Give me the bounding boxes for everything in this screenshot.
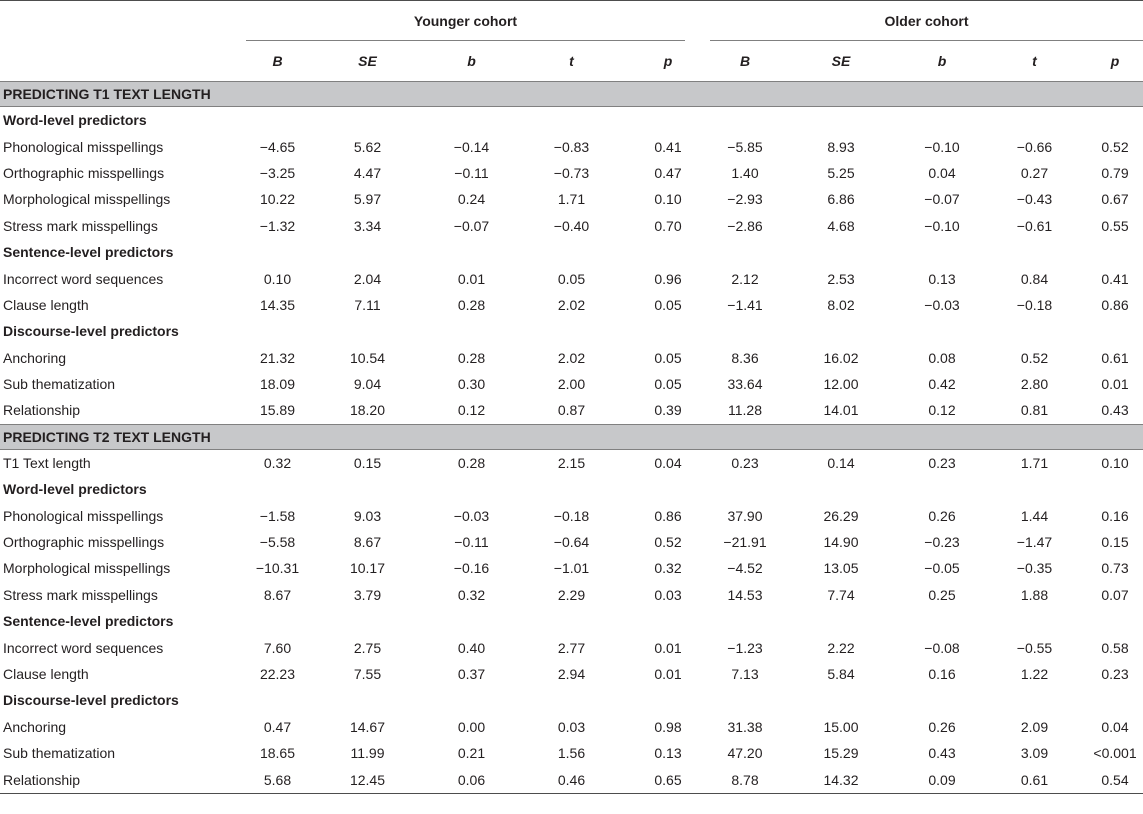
table-cell: −3.25 — [259, 164, 296, 181]
row-label: Incorrect word sequences — [3, 270, 164, 287]
table-cell: −1.01 — [553, 560, 590, 577]
table-cell: 0.43 — [1101, 402, 1129, 419]
table-cell: 2.53 — [827, 270, 855, 287]
table-cell: −1.41 — [727, 296, 763, 313]
table-cell: 0.04 — [654, 454, 682, 471]
table-cell: 0.12 — [457, 402, 486, 419]
group-header-row — [0, 476, 1143, 502]
table-cell: 3.79 — [353, 586, 382, 603]
cohort-header-row — [0, 1, 1143, 41]
table-cell: 0.37 — [457, 666, 486, 682]
table-cell: 0.25 — [928, 586, 956, 603]
column-header: B — [710, 41, 780, 82]
table-cell: 1.56 — [557, 745, 586, 762]
table-cell: −0.23 — [924, 534, 960, 551]
table-cell: 0.52 — [654, 534, 682, 551]
column-header: b — [902, 41, 982, 82]
table-cell: 18.65 — [259, 745, 296, 762]
column-header: B — [246, 41, 309, 82]
table-cell: 0.81 — [1020, 402, 1049, 419]
table-cell: −0.73 — [553, 164, 590, 181]
table-row — [0, 661, 1143, 687]
table-cell: 0.52 — [1020, 349, 1049, 366]
table-row — [0, 449, 1143, 476]
table-cell: 14.35 — [259, 296, 296, 313]
column-header: t — [982, 41, 1087, 82]
table-cell: 0.58 — [1101, 639, 1129, 656]
table-cell: 0.10 — [654, 191, 682, 208]
table-cell: 0.52 — [1101, 138, 1129, 155]
table-cell: 0.86 — [654, 507, 682, 524]
table-cell: −10.31 — [255, 560, 300, 577]
table-cell: 6.86 — [827, 191, 855, 208]
group-label: Word-level predictors — [3, 481, 147, 498]
table-cell: −0.11 — [454, 164, 489, 181]
section-title: PREDICTING T1 TEXT LENGTH — [0, 82, 1143, 107]
row-label: Phonological misspellings — [3, 138, 164, 155]
table-cell: 8.67 — [353, 534, 382, 551]
table-cell: 5.62 — [353, 138, 382, 155]
table-cell: 0.67 — [1101, 191, 1129, 208]
table-cell: <0.001 — [1093, 745, 1137, 762]
table-cell: 7.74 — [827, 586, 855, 603]
table-cell: 2.09 — [1020, 718, 1049, 735]
table-cell: 0.08 — [928, 349, 956, 366]
group-label: Word-level predictors — [3, 112, 147, 129]
table-cell: 0.27 — [1020, 164, 1049, 181]
table-cell: 1.40 — [731, 164, 759, 181]
table-cell: 7.60 — [263, 639, 292, 656]
table-cell: 0.15 — [353, 454, 382, 471]
section-header — [0, 424, 1143, 449]
table-cell: 0.32 — [457, 586, 486, 603]
row-label: Orthographic misspellings — [3, 534, 165, 551]
table-cell: 0.84 — [1020, 270, 1049, 287]
group-header-row — [0, 318, 1143, 344]
table-cell: 21.32 — [259, 349, 296, 366]
group-header-row — [0, 687, 1143, 713]
table-cell: 0.73 — [1101, 560, 1129, 577]
table-cell: 5.25 — [827, 164, 855, 181]
table-cell: −1.23 — [727, 639, 763, 656]
table-cell: 0.00 — [457, 718, 486, 735]
table-cell: −21.91 — [723, 534, 767, 551]
table-cell: 0.41 — [1101, 270, 1129, 287]
table-row — [0, 714, 1143, 740]
table-cell: 0.05 — [654, 349, 682, 366]
table-cell: 0.05 — [654, 376, 682, 393]
table-cell: 1.88 — [1020, 586, 1049, 603]
table-cell: 16.02 — [823, 349, 859, 366]
table-cell: 2.02 — [557, 349, 586, 366]
table-cell: −0.18 — [553, 507, 590, 524]
column-header-row — [0, 41, 1143, 82]
table-cell: 9.04 — [353, 376, 382, 393]
table-cell: −0.11 — [454, 534, 489, 551]
table-cell: 1.44 — [1020, 507, 1049, 524]
table-cell: 0.42 — [928, 376, 956, 393]
row-label: Orthographic misspellings — [3, 164, 165, 181]
table-cell: 0.61 — [1020, 771, 1049, 788]
table-row — [0, 213, 1143, 239]
table-cell: 0.55 — [1101, 217, 1129, 234]
table-cell: 0.09 — [928, 771, 956, 788]
table-cell: 0.01 — [654, 639, 682, 656]
table-cell: 0.01 — [1101, 376, 1129, 393]
older-cohort-header: Older cohort — [710, 1, 1143, 41]
table-cell: −0.10 — [924, 138, 960, 155]
table-cell: −0.55 — [1016, 639, 1053, 656]
table-cell: 2.80 — [1020, 376, 1049, 393]
table-cell: 1.71 — [557, 191, 586, 208]
table-cell: 18.09 — [259, 376, 296, 393]
table-cell: 7.13 — [731, 666, 759, 682]
table-cell: 0.61 — [1101, 349, 1129, 366]
row-label: Phonological misspellings — [3, 507, 164, 524]
table-cell: 1.22 — [1020, 666, 1049, 682]
table-cell: −2.86 — [727, 217, 763, 234]
table-cell: 2.22 — [827, 639, 855, 656]
table-cell: 15.00 — [823, 718, 859, 735]
table-cell: 2.00 — [557, 376, 586, 393]
group-header-row — [0, 107, 1143, 134]
table-cell: 0.06 — [457, 771, 486, 788]
table-cell: 0.28 — [457, 454, 486, 471]
table-cell: 8.67 — [263, 586, 292, 603]
table-cell: 15.29 — [823, 745, 859, 762]
table-cell: −0.03 — [924, 296, 960, 313]
column-header: b — [426, 41, 517, 82]
table-cell: 0.13 — [654, 745, 682, 762]
table-cell: 4.47 — [353, 164, 382, 181]
table-cell: 0.30 — [457, 376, 486, 393]
group-header-row — [0, 608, 1143, 634]
table-cell: 31.38 — [727, 718, 763, 735]
table-cell: 0.05 — [654, 296, 682, 313]
table-cell: 12.00 — [823, 376, 859, 393]
table-cell: −0.18 — [1016, 296, 1053, 313]
table-cell: 0.04 — [928, 164, 956, 181]
table-header — [0, 1, 1143, 82]
table-cell: 0.03 — [557, 718, 586, 735]
table-cell: 8.78 — [731, 771, 759, 788]
column-header: p — [1087, 41, 1143, 82]
table-cell: 0.96 — [654, 270, 682, 287]
table-cell: 0.70 — [654, 217, 682, 234]
section-title: PREDICTING T2 TEXT LENGTH — [0, 424, 1143, 449]
table-cell: 18.20 — [349, 402, 386, 419]
table-cell: −0.03 — [453, 507, 490, 524]
table-cell: 14.67 — [349, 718, 386, 735]
table-cell: −0.43 — [1016, 191, 1053, 208]
table-cell: −0.40 — [553, 217, 590, 234]
table-cell: 0.15 — [1101, 534, 1129, 551]
table-row — [0, 529, 1143, 555]
younger-cohort-header: Younger cohort — [246, 1, 710, 41]
table-cell: 22.23 — [259, 666, 296, 682]
table-cell: −1.32 — [259, 217, 296, 234]
column-header: t — [517, 41, 626, 82]
table-cell: −0.66 — [1016, 138, 1053, 155]
table-cell: 14.32 — [823, 771, 859, 788]
table-cell: 2.15 — [557, 454, 586, 471]
table-cell: 0.40 — [457, 639, 486, 656]
row-label: Clause length — [3, 296, 89, 313]
row-label: Sub thematization — [3, 376, 116, 393]
table-cell: 0.16 — [928, 666, 956, 682]
table-cell: 0.32 — [654, 560, 682, 577]
table-cell: 26.29 — [823, 507, 859, 524]
table-cell: 14.01 — [823, 402, 859, 419]
table-cell: 33.64 — [727, 376, 763, 393]
table-cell: 2.12 — [731, 270, 759, 287]
table-cell: −1.47 — [1016, 534, 1053, 551]
table-cell: 4.68 — [827, 217, 855, 234]
table-cell: 5.84 — [827, 666, 855, 682]
row-label: Morphological misspellings — [3, 560, 171, 577]
table-row — [0, 186, 1143, 212]
table-cell: 5.97 — [353, 191, 382, 208]
table-cell: 0.05 — [557, 270, 586, 287]
table-cell: 2.02 — [557, 296, 586, 313]
table-row — [0, 292, 1143, 318]
table-cell: 11.28 — [728, 402, 762, 419]
column-header: p — [626, 41, 710, 82]
table-cell: 7.55 — [353, 666, 382, 682]
table-row — [0, 582, 1143, 608]
table-cell: −0.10 — [924, 217, 960, 234]
table-cell: −0.35 — [1016, 560, 1053, 577]
row-label: Anchoring — [3, 718, 67, 735]
table-row — [0, 502, 1143, 528]
table-cell: 0.28 — [457, 349, 486, 366]
table-cell: 0.79 — [1101, 164, 1129, 181]
table-cell: 37.90 — [727, 507, 763, 524]
table-cell: −1.58 — [259, 507, 296, 524]
row-label: T1 Text length — [3, 454, 91, 471]
group-label: Sentence-level predictors — [3, 244, 174, 261]
table-cell: 8.36 — [731, 349, 759, 366]
row-label: Relationship — [3, 771, 81, 788]
table-cell: 0.21 — [457, 745, 486, 762]
table-cell: −0.83 — [553, 138, 590, 155]
table-cell: 2.77 — [557, 639, 586, 656]
table-cell: 8.02 — [827, 296, 855, 313]
table-cell: −0.16 — [453, 560, 490, 577]
table-cell: 0.41 — [654, 138, 682, 155]
table-cell: 0.03 — [654, 586, 682, 603]
table-cell: −0.64 — [553, 534, 590, 551]
table-cell: −0.05 — [924, 560, 960, 577]
table-row — [0, 555, 1143, 581]
table-cell: 0.47 — [654, 164, 682, 181]
table-cell: 0.98 — [654, 718, 682, 735]
column-header: SE — [309, 41, 426, 82]
row-label: Stress mark misspellings — [3, 217, 158, 234]
table-cell: 0.47 — [263, 718, 292, 735]
table-cell: 0.01 — [654, 666, 682, 682]
table-cell: 0.86 — [1101, 296, 1129, 313]
table-cell: −0.61 — [1016, 217, 1053, 234]
table-cell: −0.08 — [924, 639, 960, 656]
table-cell: 0.54 — [1101, 771, 1129, 788]
table-cell: 0.07 — [1101, 586, 1129, 603]
table-cell: 3.09 — [1020, 745, 1049, 762]
table-row — [0, 397, 1143, 424]
table-cell: 1.71 — [1020, 454, 1049, 471]
row-label: Morphological misspellings — [3, 191, 171, 208]
table-cell: 12.45 — [349, 771, 386, 788]
row-label: Incorrect word sequences — [3, 639, 164, 656]
table-cell: 0.26 — [928, 507, 956, 524]
table-cell: −0.07 — [924, 191, 960, 208]
table-cell: 0.43 — [928, 745, 956, 762]
table-cell: 14.90 — [823, 534, 859, 551]
table-row — [0, 345, 1143, 371]
table-cell: 10.17 — [349, 560, 386, 577]
table-cell: 0.10 — [263, 270, 292, 287]
row-label: Clause length — [3, 666, 89, 682]
table-cell: −5.85 — [727, 138, 763, 155]
table-cell: −5.58 — [259, 534, 296, 551]
table-row — [0, 740, 1143, 766]
table-cell: 2.94 — [557, 666, 586, 682]
table-row — [0, 265, 1143, 291]
group-header-row — [0, 239, 1143, 265]
table-cell: 13.05 — [823, 560, 859, 577]
table-cell: 11.99 — [350, 745, 385, 762]
table-cell: 0.04 — [1101, 718, 1129, 735]
table-cell: −4.65 — [259, 138, 296, 155]
table-cell: 2.04 — [353, 270, 382, 287]
table-cell: 2.75 — [353, 639, 382, 656]
table-cell: 0.01 — [457, 270, 486, 287]
table-cell: −2.93 — [727, 191, 763, 208]
table-cell: −0.07 — [453, 217, 490, 234]
section-header — [0, 82, 1143, 107]
row-label: Relationship — [3, 402, 81, 419]
table-cell: 0.23 — [928, 454, 956, 471]
table-cell: 0.23 — [1101, 666, 1129, 682]
table-cell: 3.34 — [353, 217, 382, 234]
group-label: Discourse-level predictors — [3, 692, 179, 709]
table-cell: 7.11 — [354, 296, 381, 313]
table-row — [0, 133, 1143, 159]
table-cell: 10.22 — [259, 191, 296, 208]
table-cell: 15.89 — [259, 402, 296, 419]
table-row — [0, 371, 1143, 397]
table-cell: 10.54 — [349, 349, 386, 366]
table-cell: 0.16 — [1101, 507, 1129, 524]
table-cell: 0.28 — [457, 296, 486, 313]
table-cell: 8.93 — [827, 138, 855, 155]
table-cell: 9.03 — [353, 507, 382, 524]
table-cell: 0.10 — [1101, 454, 1129, 471]
row-label: Sub thematization — [3, 745, 116, 762]
table-row — [0, 160, 1143, 186]
bottom-rule — [0, 793, 1143, 794]
table-cell: 5.68 — [263, 771, 292, 788]
group-label: Sentence-level predictors — [3, 613, 174, 630]
table-cell: 0.32 — [263, 454, 292, 471]
table-cell: 0.65 — [654, 771, 682, 788]
table-cell: 14.53 — [727, 586, 763, 603]
table-row — [0, 634, 1143, 660]
row-label: Stress mark misspellings — [3, 586, 158, 603]
table-cell: 2.29 — [557, 586, 586, 603]
row-label: Anchoring — [3, 349, 67, 366]
table-cell: 47.20 — [727, 745, 763, 762]
table-cell: 0.26 — [928, 718, 956, 735]
table-body — [0, 82, 1143, 794]
group-label: Discourse-level predictors — [3, 323, 179, 340]
table-cell: 0.14 — [827, 454, 855, 471]
table-cell: 0.39 — [654, 402, 682, 419]
table-cell: 0.24 — [457, 191, 486, 208]
table-cell: 0.12 — [928, 402, 956, 419]
table-cell: 0.13 — [928, 270, 956, 287]
table-cell: 0.87 — [557, 402, 586, 419]
column-header: SE — [780, 41, 902, 82]
table-cell: 0.23 — [731, 454, 759, 471]
table-row — [0, 766, 1143, 792]
table-cell: −4.52 — [727, 560, 763, 577]
table-cell: 0.46 — [557, 771, 586, 788]
table-cell: −0.14 — [453, 138, 490, 155]
